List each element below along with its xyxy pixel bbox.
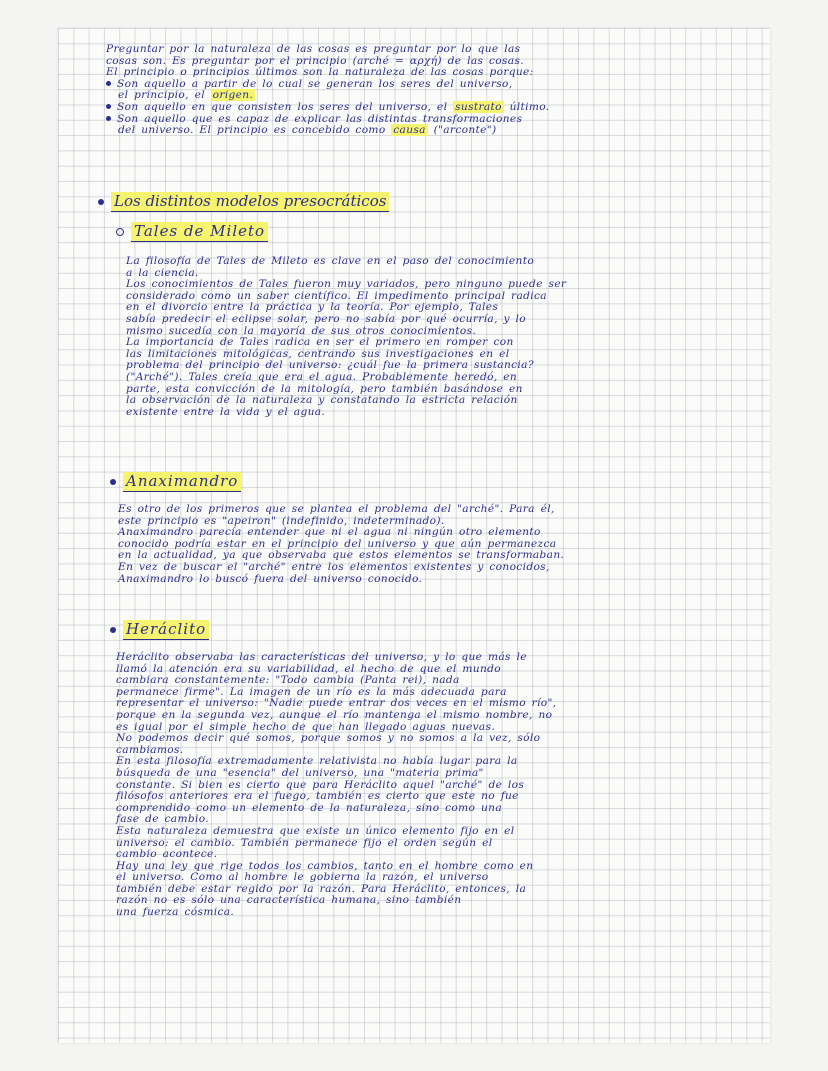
text-line: en la actualidad, ya que observaba que estos elementos se transformaban.: [118, 549, 565, 562]
intro-line: El principio o principios últimos son la naturaleza de las cosas porque:: [106, 66, 534, 79]
bullet-dot-icon: [110, 627, 116, 633]
text-line: porque en la segunda vez, aunque el río mantenga el mismo nombre, no: [116, 708, 553, 721]
text-line: cambiamos.: [116, 743, 184, 756]
text-line: a la ciencia.: [126, 266, 199, 279]
text-line: este principio es "apeiron" (indefinido, indeterminado).: [118, 514, 445, 527]
text-line: La filosofía de Tales de Mileto es clave en el paso del conocimiento: [126, 255, 535, 267]
bullet-dot-icon: [98, 199, 104, 205]
bullet-sustrato: Son aquello en que consisten los seres del universo, el sustrato último.: [106, 102, 744, 114]
text-line: constante. Si bien es cierto que para Heráclito aquel "arché" de los: [116, 778, 525, 791]
text-line: ("Arché"). Tales creía que era el agua. Probablemente heredó, en: [126, 370, 518, 383]
bullet-causa: Son aquello que es capaz de explicar las distintas transformaciones del universo. El principio es concebido como causa ("arconte"): [106, 114, 744, 137]
text-line: el universo. Como al hombre le gobierna la razón, el universo: [116, 871, 489, 884]
text-line: universo: el cambio. También permanece fijo el orden según el: [116, 836, 493, 849]
text-line: es igual por el simple hecho de que han llegado aguas nuevas.: [116, 720, 496, 733]
text-line: Anaximandro parecía entender que ni el agua ni ningún otro elemento: [118, 526, 541, 539]
text-line: razón no es sólo una característica humana, sino también: [116, 894, 462, 907]
text-line: parte, esta convicción de la mitología, pero también basándose en: [126, 382, 523, 395]
text-line: En vez de buscar el "arché" entre los elementos existentes y conocidos,: [118, 560, 550, 573]
text-line: permanece firme". La imagen de un río es la más adecuada para: [116, 685, 507, 698]
intro-line: Preguntar por la naturaleza de las cosas es preguntar por lo que las: [106, 43, 521, 55]
highlight-sustrato: sustrato: [455, 100, 502, 113]
bullet-origin: Son aquello a partir de lo cual se generan los seres del universo, el principio, el origen.: [106, 79, 744, 102]
text-line: Anaximandro lo buscó fuera del universo conocido.: [118, 572, 423, 585]
text-line: cambio acontece.: [116, 848, 218, 861]
bullet-dot-icon: [106, 81, 111, 86]
text-line: No podemos decir qué somos, porque somos y no somos a la vez, sólo: [116, 732, 541, 745]
text-line: Esta naturaleza demuestra que existe un único elemento fijo en el: [116, 824, 515, 837]
text-line: también debe estar regido por la razón. Para Heráclito, entonces, la: [116, 882, 527, 895]
tales-paragraph: [126, 256, 744, 418]
text-line: en el divorcio entre la práctica y la teoría. Por ejemplo, Tales: [126, 301, 499, 314]
text-line: llamó la atención era su variabilidad, el hecho de que el mundo: [116, 662, 501, 675]
text-line: la observación de la naturaleza y constatando la estricta relación: [126, 394, 518, 407]
intro-line: cosas son. Es preguntar por el principio (arché = αρχή) de las cosas.: [106, 54, 524, 67]
text-line: Hay una ley que rige todos los cambios, tanto en el hombre como en: [116, 859, 534, 872]
text-line: Heráclito observaba las características del universo, y lo que más le: [116, 651, 527, 663]
text-line: Los conocimientos de Tales fueron muy variados, pero ninguno puede ser: [126, 278, 567, 291]
anaximandro-title: Anaximandro: [123, 472, 241, 492]
heraclito-paragraph: [116, 652, 744, 919]
text-line: filósofos anteriores era el fuego, también es cierto que este no fue: [116, 790, 519, 803]
text-line: búsqueda de una "esencia" del universo, una "materia prima": [116, 766, 484, 779]
text-line: representar el universo: "Nadie puede entrar dos veces en el mismo río",: [116, 697, 557, 710]
text-line: mismo sucedía con la mayoría de sus otros conocimientos.: [126, 324, 477, 337]
section-heading: [98, 192, 389, 212]
text-line: fase de cambio.: [116, 813, 210, 826]
text-line: considerado como un saber científico. El impedimento principal radica: [126, 289, 547, 302]
bullet-dot-icon: [106, 116, 111, 121]
text-line: problema del principio del universo: ¿cuál fue la primera sustancia?: [126, 359, 534, 372]
text-line: las limitaciones mitológicas, centrando sus investigaciones en el: [126, 347, 510, 360]
text-line: sabía predecir el eclipse solar, pero no sabía por qué ocurría, y lo: [126, 312, 527, 325]
bullet-ring-icon: [116, 228, 124, 236]
section-title: Los distintos modelos presocráticos: [111, 192, 389, 212]
text-line: Es otro de los primeros que se plantea el problema del "arché". Para él,: [118, 503, 555, 515]
anaximandro-heading: [110, 472, 241, 492]
bullet-dot-icon: [110, 479, 116, 485]
text-line: una fuerza cósmica.: [116, 906, 235, 919]
text-line: comprendido como un elemento de la naturaleza, sino como una: [116, 801, 503, 814]
heraclito-heading: [110, 620, 209, 640]
tales-heading: [116, 222, 268, 242]
text-line: En esta filosofía extremadamente relativista no había lugar para la: [116, 755, 518, 768]
anaximandro-paragraph: [118, 504, 744, 585]
intro-block: [106, 44, 744, 137]
text-line: cambiara constantemente: "Todo cambia (Panta rei), nada: [116, 674, 460, 687]
bullet-dot-icon: [106, 104, 111, 109]
heraclito-title: Heráclito: [123, 620, 209, 640]
text-line: conocido podría estar en el principio del universo y que aún permanezca: [118, 537, 557, 550]
text-line: existente entre la vida y el agua.: [126, 405, 326, 418]
highlight-origen: origen.: [212, 89, 254, 102]
tales-title: Tales de Mileto: [131, 222, 268, 242]
text-line: La importancia de Tales radica en ser el primero en romper con: [126, 336, 514, 349]
highlight-causa: causa: [393, 124, 426, 137]
notebook-page: [58, 28, 770, 1043]
